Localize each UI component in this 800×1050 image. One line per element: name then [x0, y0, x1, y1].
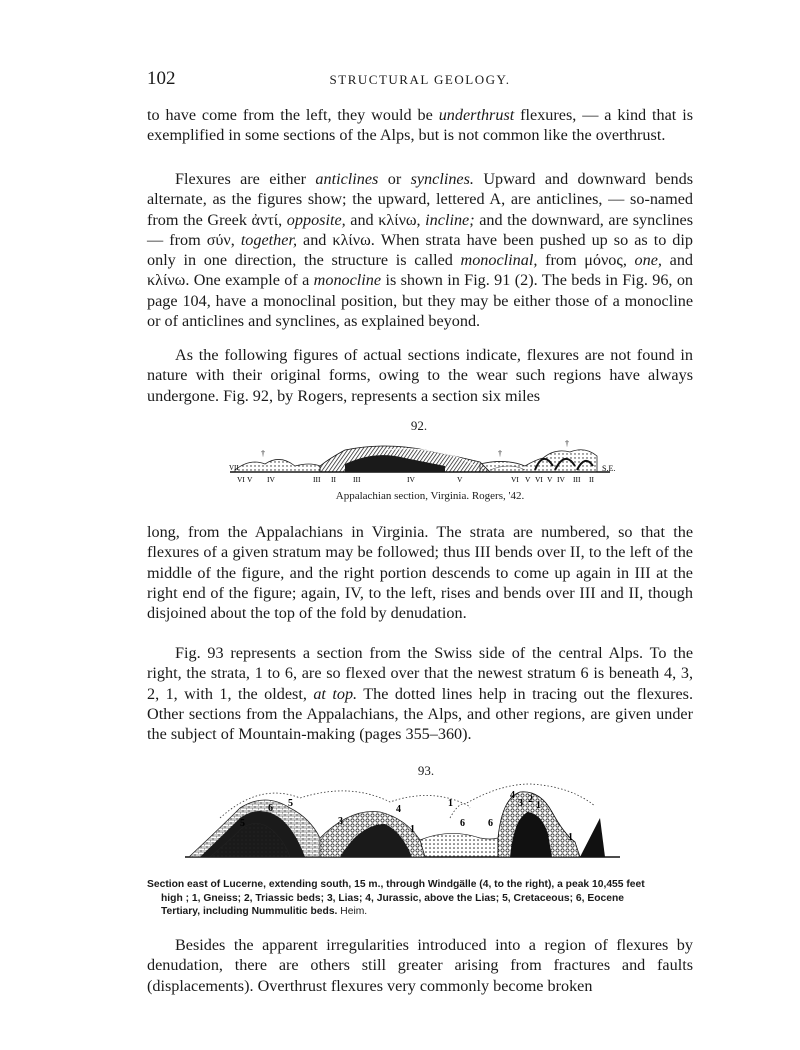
figure-93-label: 5	[240, 818, 245, 829]
figure-92-numeral: V	[547, 475, 553, 484]
paragraph-5: Fig. 93 represents a section from the Swiss side of the central Alps. To the right, the strata, 1 to 6, are so flexed over that the newest stratum 6 is beneath 4, 3, 2, 1, with 1, the oldest, at top. The dotted lines help in tracing out the flexures. Other sections from the Appalachians, the Alps, and other regions, are given under the subject of Mountain-making (pages 355–360).	[147, 644, 693, 744]
page-number: 102	[147, 68, 176, 89]
figure-92-mark: †	[261, 449, 265, 458]
figure-92-number: 92.	[410, 418, 428, 433]
figure-93-label: 6	[488, 818, 493, 829]
figure-93-label: 1	[448, 798, 453, 809]
figure-92-numeral: V	[525, 475, 531, 484]
figure-92-numeral: III	[573, 475, 581, 484]
figure-92-numeral: II	[589, 475, 594, 484]
figure-93-label: 2	[528, 794, 533, 805]
figure-93-caption: Section east of Lucerne, extending south, 15 m., through Windgälle (4, to the right), a peak 10,455 feet high ; 1, Gneiss; 2, Triassic beds; 3, Lias; 4, Jurassic, above the Lias; 5, Cretaceous; 6, Eocene Tertiary, including Nummulitic beds. Heim.	[147, 879, 645, 917]
figure-93-label: 1	[410, 824, 415, 835]
figure-92-numeral: VI	[535, 475, 543, 484]
figure-92-illustration	[225, 436, 625, 486]
figure-92-numeral: II	[331, 475, 336, 484]
figure-93-label: 1	[536, 800, 541, 811]
figure-93-label: 3	[338, 816, 343, 827]
figure-93-label: 5	[288, 798, 293, 809]
figure-92-numeral: IV	[407, 475, 415, 484]
figure-93-label: 3	[518, 798, 523, 809]
figure-92-numeral: III	[353, 475, 361, 484]
figure-92-caption: Appalachian section, Virginia. Rogers, '42.	[335, 490, 525, 502]
figure-92-numeral: V	[247, 475, 253, 484]
figure-92-numeral: III	[313, 475, 321, 484]
figure-92-mark: †	[498, 449, 502, 458]
figure-93-number: 93.	[417, 763, 435, 778]
page-header	[147, 68, 693, 90]
figure-93-label: 4	[510, 790, 515, 801]
figure-92-numeral: VI	[511, 475, 519, 484]
paragraph-6: Besides the apparent irregularities introduced into a region of flexures by denudation, there are others still greater arising from fractures and faults (displacements). Overthrust flexures very commonly become broken	[147, 936, 693, 995]
paragraph-2: Flexures are either anticlines or synclines. Upward and downward bends alternate, as the figures show; the upward, lettered A, are anticlines, — so-named from the Greek ἀντί, opposite, and κλίνω, incline; and the downward, are synclines — from σύν, together, and κλίνω. When strata have been pushed up so as to dip only in one direction, the structure is called monoclinal, from μόνος, one, and κλίνω. One example of a monocline is shown in Fig. 91 (2). The beds in Fig. 96, on page 104, have a monoclinal position, but they may be either those of a monocline or of anticlines and synclines, as explained beyond.	[147, 170, 694, 331]
figure-92-numeral: VI	[237, 475, 245, 484]
running-title: STRUCTURAL GEOLOGY.	[329, 72, 511, 87]
figure-93-label: 6	[268, 803, 273, 814]
figure-92-left-label: VII	[229, 464, 239, 472]
figure-93-label: 6	[460, 818, 465, 829]
figure-93-label: 1	[568, 832, 573, 843]
figure-92-numeral: V	[457, 475, 463, 484]
paragraph-4: long, from the Appalachians in Virginia. The strata are numbered, so that the flexures of a given stratum may be followed; thus III bends over II, to the left of the middle of the figure, and the right portion descends to come up again in III at the right end of the figure; again, IV, to the left, rises and bends over III and II, though disjoined about the top of the fold by denudation.	[147, 523, 693, 623]
figure-92-mark: †	[565, 439, 569, 448]
paragraph-1: to have come from the left, they would be underthrust flexures, — a kind that is exemplified in some sections of the Alps, but is not common like the overthrust.	[147, 106, 693, 145]
paragraph-3: As the following figures of actual sections indicate, flexures are not found in nature with their original forms, owing to the wear such regions have always undergone. Fig. 92, by Rogers, represents a section six miles	[147, 346, 693, 405]
figure-92-numeral: IV	[267, 475, 275, 484]
figure-93-label: 4	[396, 804, 401, 815]
figure-92-right-label: S.E.	[602, 464, 616, 473]
figure-92-numeral: IV	[557, 475, 565, 484]
figure-93-illustration	[180, 778, 630, 868]
